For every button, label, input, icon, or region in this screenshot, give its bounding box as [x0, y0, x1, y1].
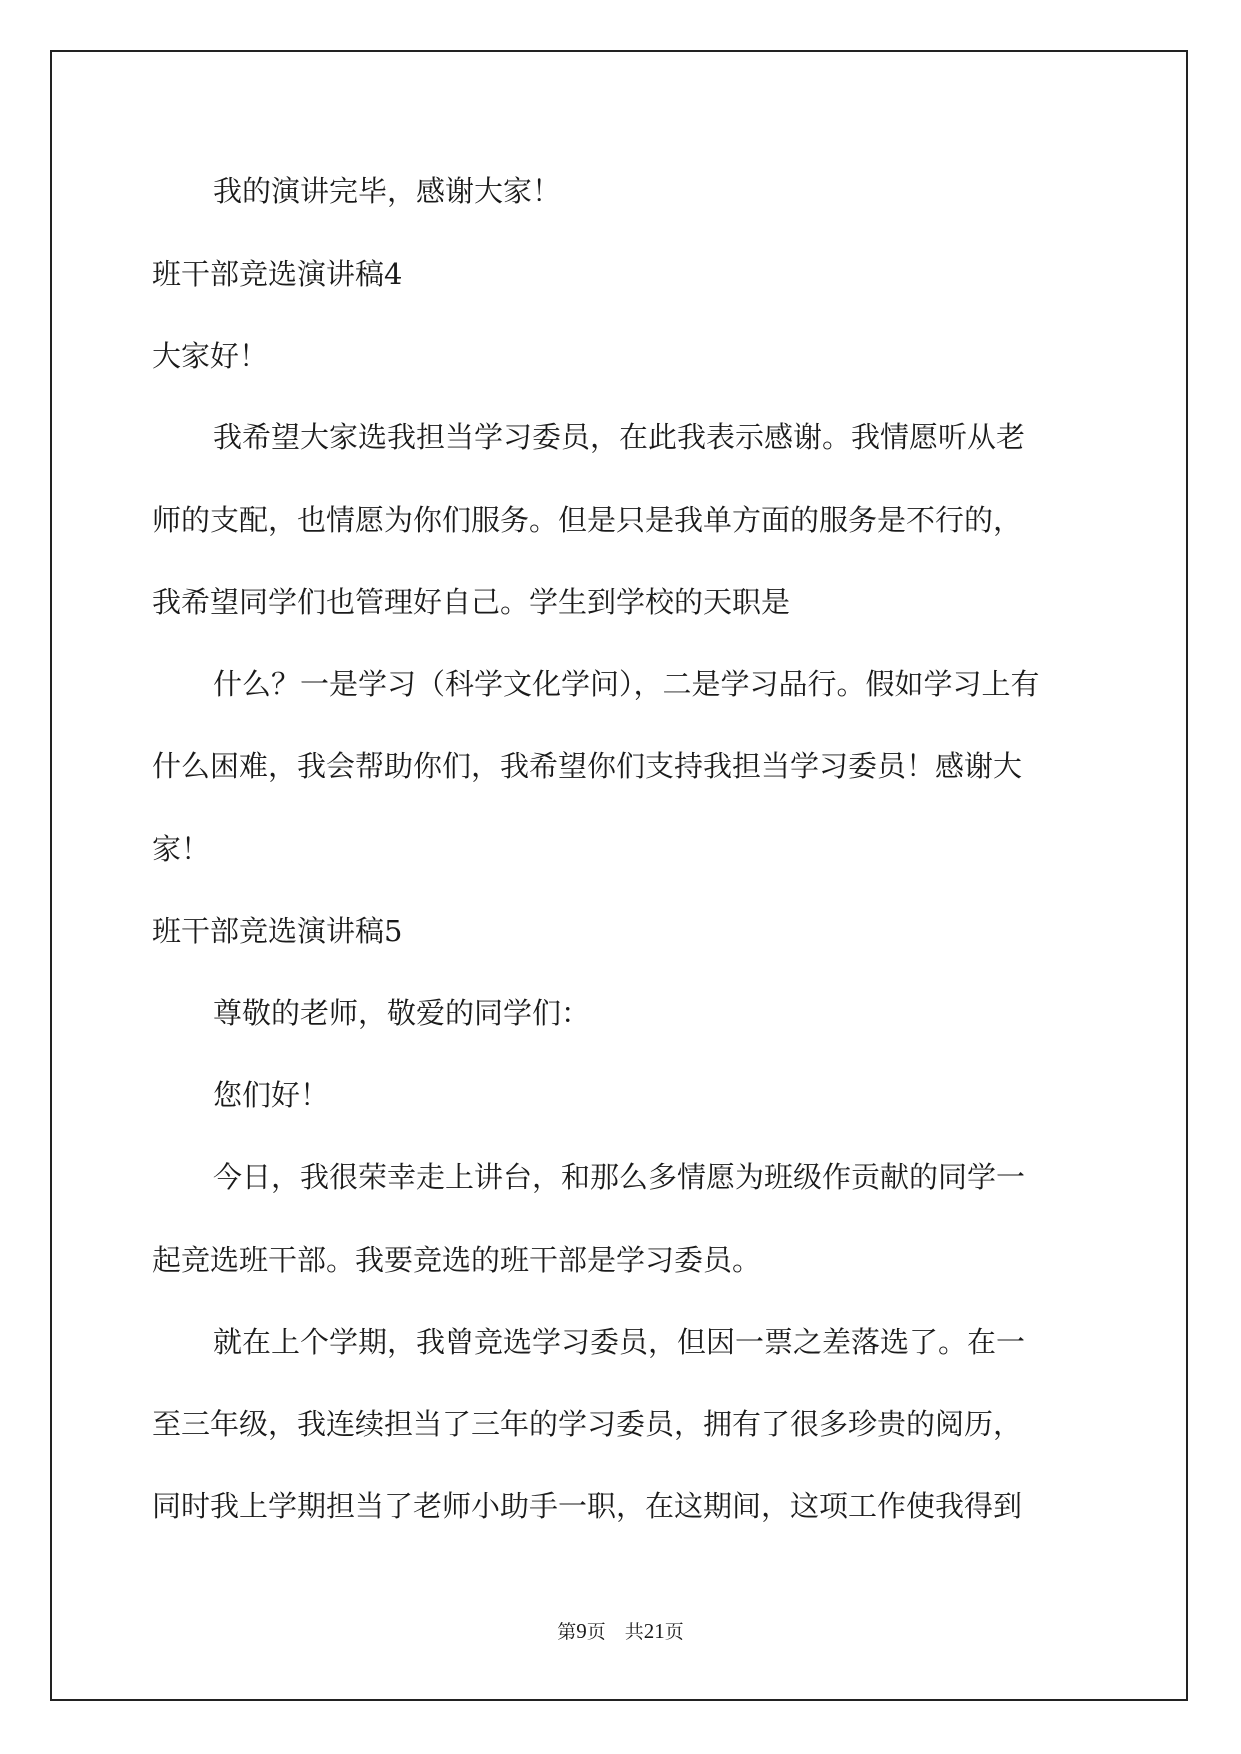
body-line: 至三年级，我连续担当了三年的学习委员，拥有了很多珍贵的阅历， — [152, 1407, 1023, 1441]
body-line: 家！ — [152, 832, 211, 866]
salutation: 大家好！ — [152, 339, 269, 373]
section-heading: 班干部竞选演讲稿4 — [152, 257, 403, 291]
body-line: 我希望大家选我担当学习委员，在此我表示感谢。我情愿听从老 — [213, 420, 1026, 454]
body-line: 我希望同学们也管理好自己。学生到学校的天职是 — [152, 585, 791, 619]
body-line: 同时我上学期担当了老师小助手一职，在这期间，这项工作使我得到 — [152, 1489, 1023, 1523]
body-line: 就在上个学期，我曾竞选学习委员，但因一票之差落选了。在一 — [213, 1325, 1026, 1359]
body-line: 什么困难，我会帮助你们，我希望你们支持我担当学习委员！感谢大 — [152, 749, 1023, 783]
page-border — [50, 50, 1188, 1701]
page-number: 9 — [576, 1619, 587, 1643]
salutation: 您们好！ — [213, 1078, 330, 1112]
total-pages: 21 — [643, 1619, 665, 1643]
footer-total-unit: 页 — [664, 1621, 684, 1643]
salutation: 尊敬的老师，敬爱的同学们： — [213, 996, 591, 1030]
section-heading: 班干部竞选演讲稿5 — [152, 914, 403, 948]
body-line: 师的支配，也情愿为你们服务。但是只是我单方面的服务是不行的， — [152, 503, 1023, 537]
page-footer — [0, 1617, 1241, 1644]
footer-prefix: 第 — [557, 1621, 577, 1643]
body-line: 今日，我很荣幸走上讲台，和那么多情愿为班级作贡献的同学一 — [213, 1160, 1026, 1194]
body-line: 起竞选班干部。我要竞选的班干部是学习委员。 — [152, 1243, 762, 1277]
body-line: 我的演讲完毕，感谢大家！ — [213, 174, 562, 208]
footer-total-prefix: 共 — [624, 1621, 644, 1643]
body-line: 什么？一是学习（科学文化学问），二是学习品行。假如学习上有 — [213, 667, 1040, 701]
footer-page-unit: 页 — [586, 1621, 606, 1643]
